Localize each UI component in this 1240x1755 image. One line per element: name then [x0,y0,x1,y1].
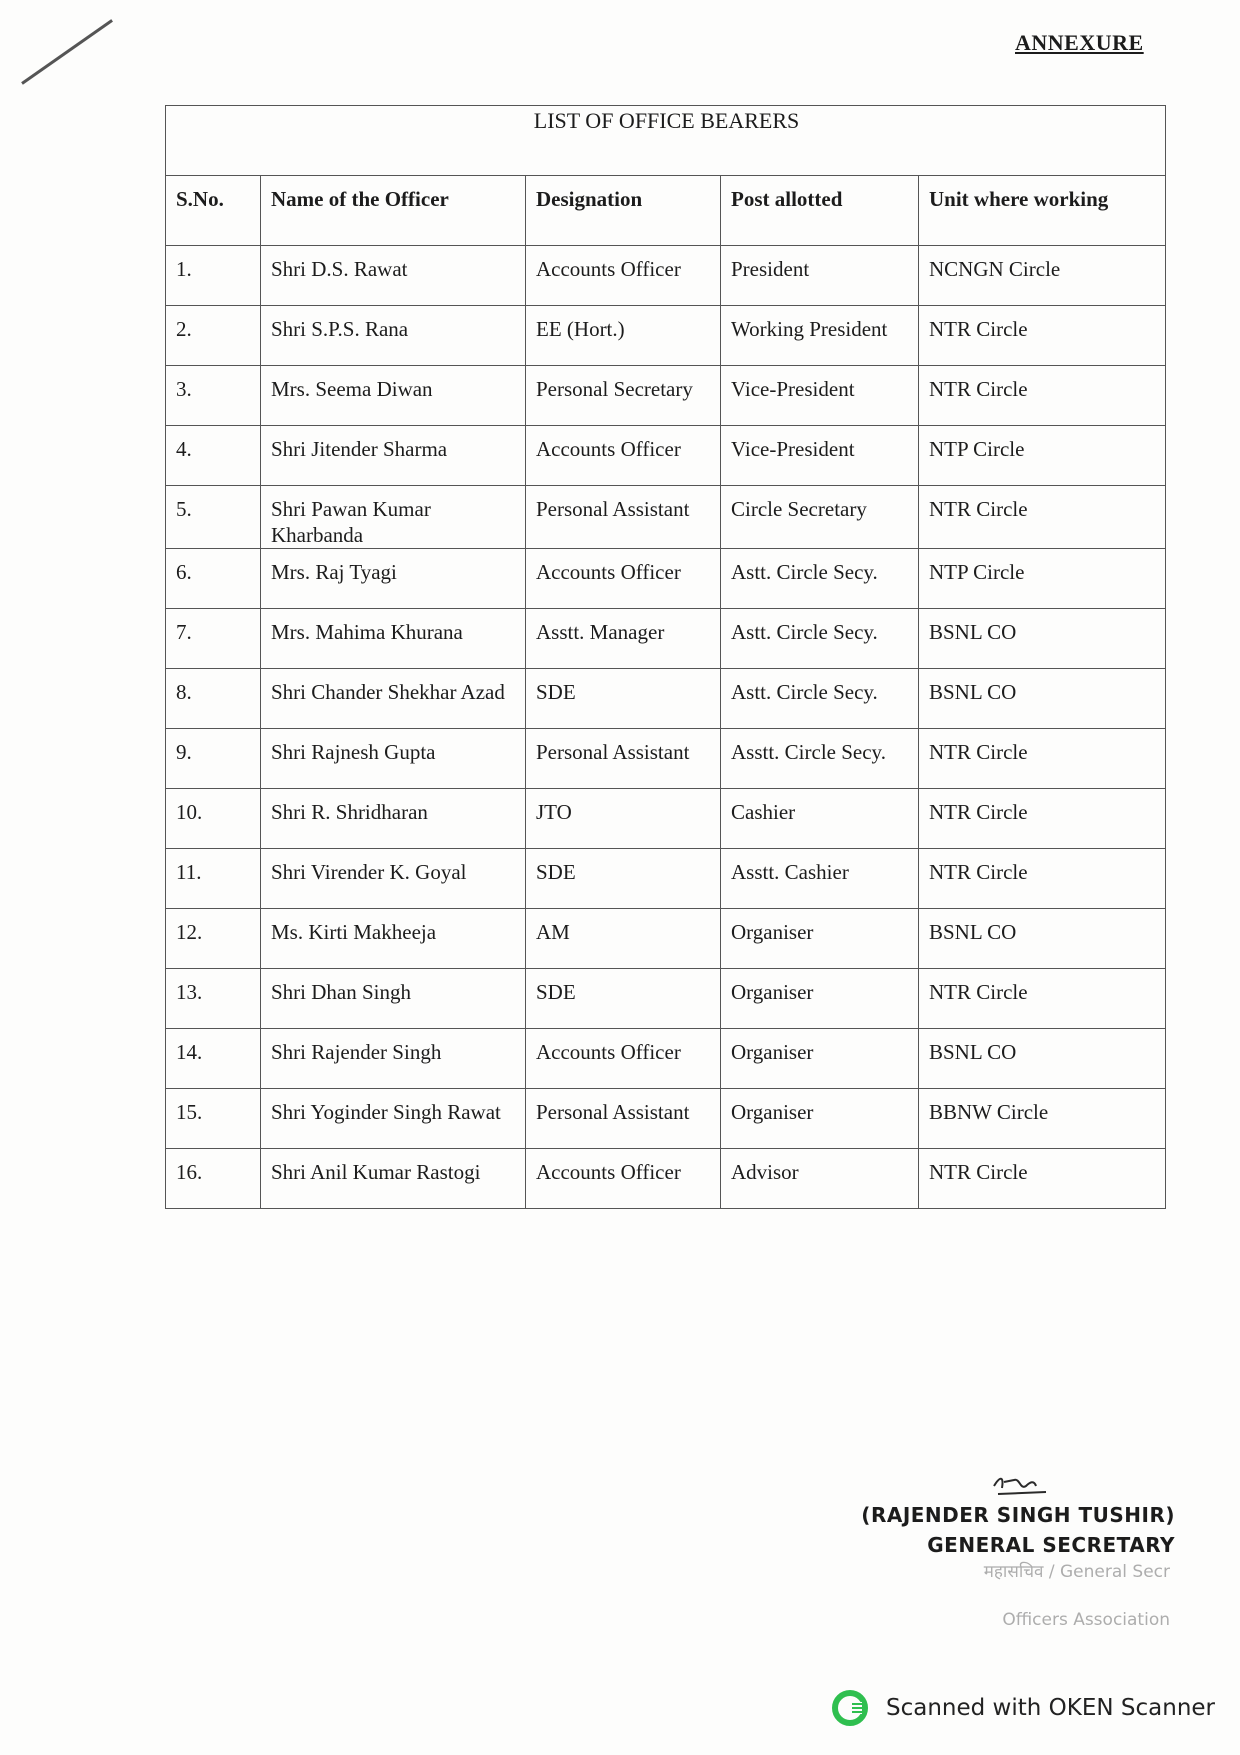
signature-scribble [990,1468,1050,1500]
cell-name: Shri Pawan Kumar Kharbanda [261,486,526,549]
header-designation: Designation [526,176,721,246]
table-row [166,609,1166,669]
cell-sno: 4. [166,426,261,486]
cell-designation: SDE [526,669,721,729]
cell-designation: Personal Assistant [526,1089,721,1149]
cell-name: Mrs. Mahima Khurana [261,609,526,669]
cell-name: Shri Dhan Singh [261,969,526,1029]
cell-post: Organiser [721,1089,919,1149]
cell-name: Ms. Kirti Makheeja [261,909,526,969]
stamp-line-3: Officers Association [1002,1610,1170,1630]
cell-post: President [721,246,919,306]
cell-designation: Accounts Officer [526,1149,721,1209]
cell-name: Mrs. Raj Tyagi [261,549,526,609]
oken-scanner-icon [830,1688,870,1728]
cell-sno: 7. [166,609,261,669]
office-bearers-table [165,105,1166,1209]
cell-sno: 3. [166,366,261,426]
cell-unit: BSNL CO [919,909,1166,969]
stamp-line-2 [830,1584,1170,1608]
cell-unit: BSNL CO [919,669,1166,729]
table-row [166,1089,1166,1149]
cell-sno: 2. [166,306,261,366]
header-unit: Unit where working [919,176,1166,246]
table-header-row [166,176,1166,246]
cell-sno: 15. [166,1089,261,1149]
cell-unit: BSNL CO [919,1029,1166,1089]
cell-designation: Personal Assistant [526,486,721,549]
cell-post: Circle Secretary [721,486,919,549]
cell-designation: Accounts Officer [526,246,721,306]
cell-name: Shri D.S. Rawat [261,246,526,306]
cell-name: Shri Virender K. Goyal [261,849,526,909]
cell-sno: 10. [166,789,261,849]
cell-sno: 12. [166,909,261,969]
cell-post: Astt. Circle Secy. [721,609,919,669]
table-row [166,1149,1166,1209]
cell-sno: 6. [166,549,261,609]
cell-unit: NTR Circle [919,789,1166,849]
cell-designation: Accounts Officer [526,549,721,609]
table-row [166,669,1166,729]
cell-designation: Accounts Officer [526,426,721,486]
table-row [166,789,1166,849]
table-body [166,246,1166,1209]
cell-name: Shri Jitender Sharma [261,426,526,486]
cell-name: Shri Chander Shekhar Azad [261,669,526,729]
cell-post: Organiser [721,909,919,969]
cell-post: Vice-President [721,366,919,426]
cell-post: Working President [721,306,919,366]
cell-unit: BBNW Circle [919,1089,1166,1149]
cell-sno: 14. [166,1029,261,1089]
stamp-line-1: महासचिव / General Secr [983,1562,1170,1582]
cell-post: Organiser [721,969,919,1029]
table-row [166,306,1166,366]
cell-designation: SDE [526,849,721,909]
signatory-title: GENERAL SECRETARY [927,1533,1175,1557]
cell-name: Shri Rajender Singh [261,1029,526,1089]
cell-unit: NTR Circle [919,849,1166,909]
cell-designation: EE (Hort.) [526,306,721,366]
cell-unit: NTP Circle [919,549,1166,609]
header-sno: S.No. [166,176,261,246]
cell-designation: JTO [526,789,721,849]
cell-post: Astt. Circle Secy. [721,669,919,729]
cell-unit: NTP Circle [919,426,1166,486]
cell-post: Astt. Circle Secy. [721,549,919,609]
cell-name: Mrs. Seema Diwan [261,366,526,426]
cell-unit: NCNGN Circle [919,246,1166,306]
table-row [166,849,1166,909]
cell-sno: 11. [166,849,261,909]
cell-designation: Asstt. Manager [526,609,721,669]
annexure-heading: ANNEXURE [1015,30,1144,55]
cell-post: Advisor [721,1149,919,1209]
cell-name: Shri Rajnesh Gupta [261,729,526,789]
cell-sno: 8. [166,669,261,729]
cell-post: Asstt. Cashier [721,849,919,909]
table-row [166,366,1166,426]
table-row [166,909,1166,969]
cell-post: Asstt. Circle Secy. [721,729,919,789]
cell-post: Vice-President [721,426,919,486]
header-post: Post allotted [721,176,919,246]
cell-designation: Personal Secretary [526,366,721,426]
cell-sno: 1. [166,246,261,306]
table-title: LIST OF OFFICE BEARERS [166,106,1166,176]
scanner-watermark [830,1688,1225,1728]
table-row [166,246,1166,306]
cell-unit: BSNL CO [919,609,1166,669]
cell-unit: NTR Circle [919,366,1166,426]
table-row [166,486,1166,549]
cell-designation: AM [526,909,721,969]
table-row [166,969,1166,1029]
cell-designation: Personal Assistant [526,729,721,789]
signature-block [815,1500,1175,1560]
cell-sno: 9. [166,729,261,789]
cell-post: Cashier [721,789,919,849]
cell-sno: 13. [166,969,261,1029]
cell-unit: NTR Circle [919,729,1166,789]
cell-sno: 16. [166,1149,261,1209]
cell-designation: Accounts Officer [526,1029,721,1089]
scanner-text: Scanned with OKEN Scanner [886,1695,1215,1721]
signatory-name: (RAJENDER SINGH TUSHIR) [861,1503,1175,1527]
cell-name: Shri R. Shridharan [261,789,526,849]
table-row [166,1029,1166,1089]
table-row [166,549,1166,609]
cell-sno: 5. [166,486,261,549]
table-row [166,426,1166,486]
page-corner-mark [21,19,113,85]
cell-name: Shri Anil Kumar Rastogi [261,1149,526,1209]
cell-name: Shri S.P.S. Rana [261,306,526,366]
header-name: Name of the Officer [261,176,526,246]
cell-unit: NTR Circle [919,486,1166,549]
faded-stamp [830,1560,1170,1632]
table-row [166,729,1166,789]
cell-unit: NTR Circle [919,1149,1166,1209]
cell-unit: NTR Circle [919,969,1166,1029]
cell-designation: SDE [526,969,721,1029]
cell-post: Organiser [721,1029,919,1089]
cell-unit: NTR Circle [919,306,1166,366]
cell-name: Shri Yoginder Singh Rawat [261,1089,526,1149]
